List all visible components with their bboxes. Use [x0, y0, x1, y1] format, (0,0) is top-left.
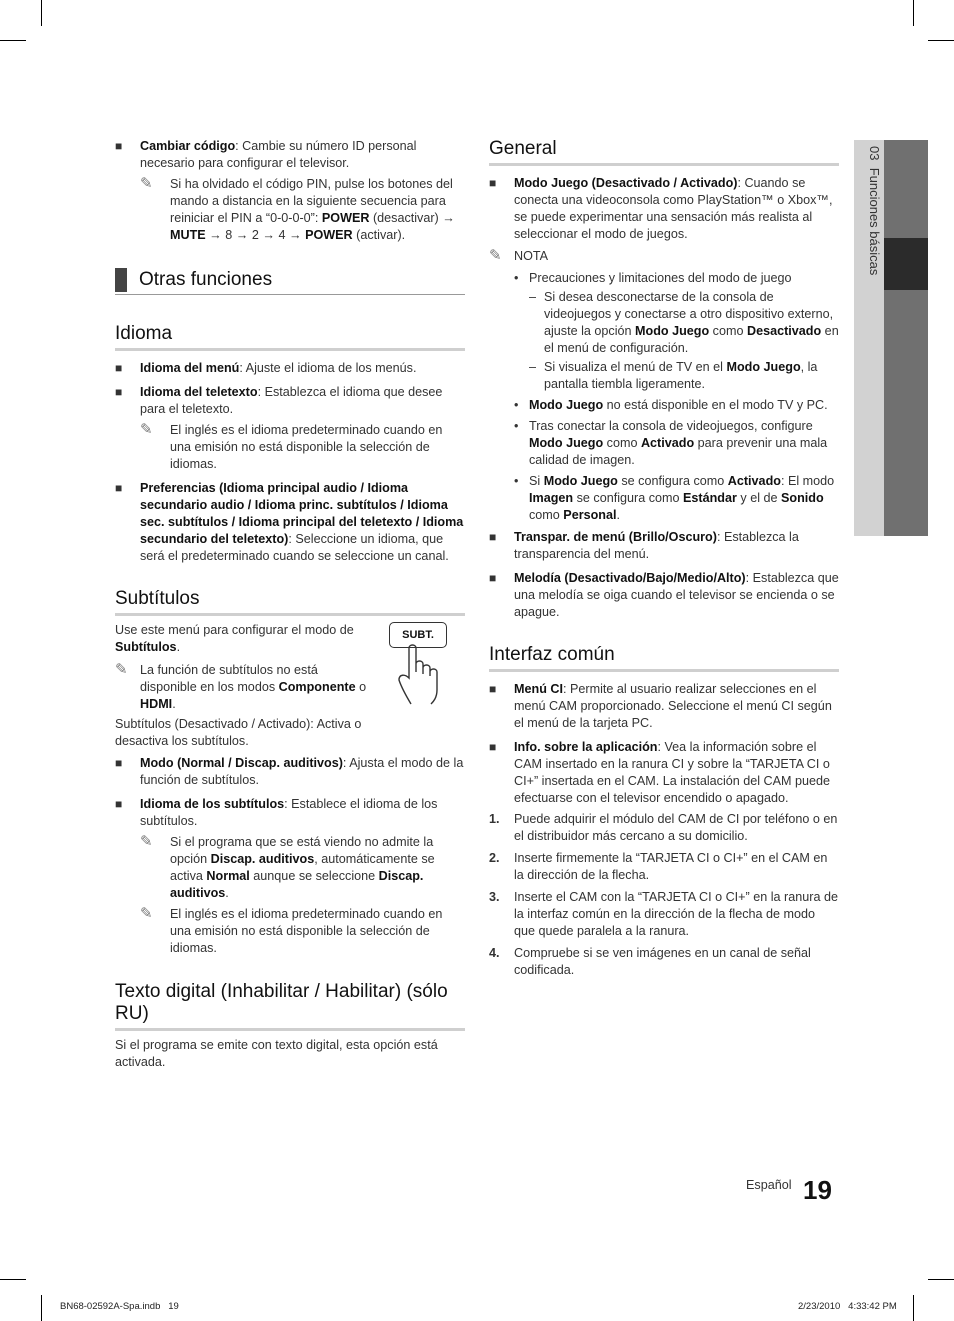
modo-juego-item: ■ Modo Juego (Desactivado / Activado): Cuando se conecta una videoconsola como PlayStation™ o Xbox™, se puede experimentar una sensación más realista al seleccionar el modo de juegos. [489, 176, 833, 241]
chapter-label: 03 Funciones básicas [867, 146, 882, 276]
desconectar-item: – Si desea desconectarse de la consola de videojuegos y conectarse a otro dispositivo externo, ajuste la opción Modo Juego como Desactivado en el menú de configuración. [529, 290, 839, 355]
step-item: 2. Inserte firmemente la “TARJETA CI o CI+” en el CAM en la dirección de la flecha. [489, 851, 828, 882]
crop-mark [0, 40, 26, 41]
menu-ci-item: ■ Menú CI: Permite al usuario realizar selecciones en el menú CAM proporcionado. Seleccione el menú CI según el menú de la tarjeta PC. [489, 682, 832, 730]
step-item: 4. Compruebe si se ven imágenes en un canal de señal codificada. [489, 946, 811, 977]
chapter-tab-marker [884, 238, 928, 290]
pencil-note-icon: ✎ [489, 247, 502, 264]
cambiar-codigo-item: ■ Cambiar código: Cambie su número ID personal necesario para configurar el televisor. [115, 139, 417, 170]
subt-note: ✎ La función de subtítulos no está disponible en los modos Componente o HDMI. [115, 661, 367, 711]
crop-mark [41, 1295, 42, 1321]
precauciones-item: • Precauciones y limitaciones del modo de juego [514, 271, 792, 285]
square-bullet-icon: ■ [489, 571, 497, 585]
texto-digital-body: Si el programa se emite con texto digital, esta opción está activada. [115, 1038, 438, 1069]
no-disponible-item: • Modo Juego no está disponible en el modo TV y PC. [514, 398, 828, 412]
square-bullet-icon: ■ [489, 530, 497, 544]
footer-timestamp: 2/23/2010 4:33:42 PM [798, 1301, 897, 1312]
tras-conectar-item: • Tras conectar la consola de videojuegos, configure Modo Juego como Activado para prevenir una mala calidad de imagen. [514, 419, 828, 467]
pencil-note-icon: ✎ [140, 905, 153, 922]
subtitulos-intro-block [115, 622, 465, 750]
square-bullet-icon: ■ [115, 481, 123, 495]
right-column [489, 138, 839, 979]
chapter-tab-dark [884, 140, 928, 536]
square-bullet-icon: ■ [115, 756, 123, 770]
footer-file: BN68-02592A-Spa.indb 19 [60, 1301, 179, 1312]
modo-item: ■ Modo (Normal / Discap. auditivos): Ajusta el modo de la función de subtítulos. [115, 756, 464, 787]
square-bullet-icon: ■ [115, 385, 123, 399]
idioma-menu-item: ■ Idioma del menú: Ajuste el idioma de los menús. [115, 361, 417, 375]
idioma-heading: Idioma [115, 323, 465, 351]
step-item: 3. Inserte el CAM con la “TARJETA CI o CI+” en la ranura de la interfaz común en la dirección de la flecha de modo que quede paralela a la ranura. [489, 890, 838, 938]
crop-mark [928, 1279, 954, 1280]
discap-note: ✎ Si el programa que se está viendo no admite la opción Discap. auditivos, automáticamente se activa Normal aunque se seleccione Discap. auditivos. [140, 833, 435, 900]
pencil-note-icon: ✎ [115, 661, 128, 678]
interfaz-comun-heading: Interfaz común [489, 644, 839, 672]
step-item: 1. Puede adquirir el módulo del CAM de CI por teléfono o en el distribuidor más cercano a su domicilio. [489, 812, 838, 843]
square-bullet-icon: ■ [489, 176, 497, 190]
tiembla-item: – Si visualiza el menú de TV en el Modo Juego, la pantalla tiembla ligeramente. [529, 360, 818, 391]
pencil-note-icon: ✎ [140, 421, 153, 438]
crop-mark [0, 1279, 26, 1280]
subt-intro: Use este menú para configurar el modo de Subtítulos. [115, 623, 354, 654]
crop-mark [913, 0, 914, 26]
pencil-note-icon: ✎ [140, 175, 153, 192]
section-marker [115, 268, 127, 292]
idioma-note: ✎ El inglés es el idioma predeterminado cuando en una emisión no está disponible la selección de idiomas. [140, 421, 443, 471]
idioma-subtitulos-item: ■ Idioma de los subtítulos: Establece el idioma de los subtítulos. [115, 797, 438, 828]
subtitulos-heading: Subtítulos [115, 588, 465, 616]
transpar-item: ■ Transpar. de menú (Brillo/Oscuro): Establezca la transparencia del menú. [489, 530, 799, 561]
otras-funciones-header: Otras funciones [115, 268, 465, 295]
page-language: Español [746, 1178, 792, 1192]
left-column [115, 138, 465, 1071]
subt-button: SUBT. [389, 622, 447, 648]
info-aplicacion-item: ■ Info. sobre la aplicación: Vea la información sobre el CAM insertado en la ranura CI y sobre la “TARJETA CI o CI+” insertada en el CAM. La instalación del CAM puede efectuarse con el televisor encendido o apagado. [489, 740, 831, 805]
subt-activa: Subtítulos (Desactivado / Activado): Activa o desactiva los subtítulos. [115, 717, 362, 748]
square-bullet-icon: ■ [115, 361, 123, 375]
general-heading: General [489, 138, 839, 166]
pencil-note-icon: ✎ [140, 833, 153, 850]
idioma-teletexto-item: ■ Idioma del teletexto: Establezca el idioma que desee para el teletexto. [115, 385, 443, 416]
square-bullet-icon: ■ [489, 740, 497, 754]
pin-note: ✎ Si ha olvidado el código PIN, pulse los botones del mando a distancia en la siguiente secuencia para reiniciar el PIN a “0-0-0-0”: POWER (desactivar) → MUTE → 8 → 2 → 4 → POWER (activar). [140, 175, 455, 242]
page-number: 19 [803, 1175, 832, 1205]
texto-digital-heading: Texto digital (Inhabilitar / Habilitar) (sólo RU) [115, 981, 465, 1031]
subt-remote-illustration [387, 622, 467, 707]
crop-mark [913, 1295, 914, 1321]
square-bullet-icon: ■ [115, 139, 123, 153]
subt-idioma-note: ✎ El inglés es el idioma predeterminado cuando en una emisión no está disponible la selección de idiomas. [140, 905, 443, 955]
preferencias-item: ■ Preferencias (Idioma principal audio / Idioma secundario audio / Idioma princ. subtítulos / Idioma sec. subtítulos / Idioma principal del teletexto / Idioma secundario del teletexto): Seleccione un idioma, que será el predeterminado cuando se seleccione un canal. [115, 481, 464, 563]
crop-mark [41, 0, 42, 26]
crop-mark [928, 40, 954, 41]
hand-press-icon [391, 644, 461, 706]
si-modo-juego-item: • Si Modo Juego se configura como Activado: El modo Imagen se configura como Estándar y el de Sonido como Personal. [514, 474, 835, 522]
square-bullet-icon: ■ [489, 682, 497, 696]
nota-label: ✎ NOTA [489, 247, 549, 264]
square-bullet-icon: ■ [115, 797, 123, 811]
melodia-item: ■ Melodía (Desactivado/Bajo/Medio/Alto): Establezca que una melodía se oiga cuando el televisor se encienda o se apague. [489, 571, 839, 619]
